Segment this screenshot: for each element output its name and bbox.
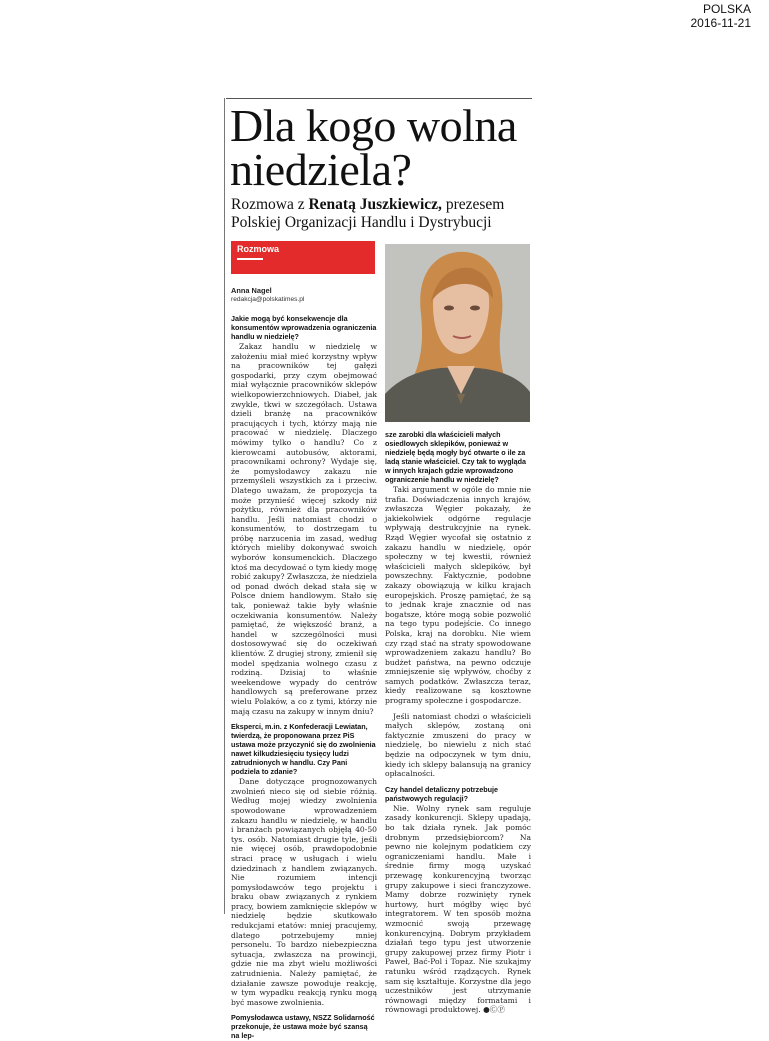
question-3-start: Pomysłodawca ustawy, NSZZ Solidarność przekonuje, że ustawa może być szansą na lep- xyxy=(231,1013,375,1041)
headline-line-2: niedziela? xyxy=(230,144,412,195)
answer-3a: Taki argument w ogóle do mnie nie trafia. Doświadczenia innych krajów, zwłaszcza Węgier pokazały, że jakiekolwiek odgórne regulacje wpływają destrukcyjnie na rynek. Rząd Węgier wycofał się ostatnio z zakazu handlu w niedzielę, opór społeczny w tej kwestii, również właścicieli małych sklepików, był powszechny. Faktycznie, podobne zakazy obowiązują w kilku krajach europejskich. Proszę pamiętać, że są to jednak kraje znacznie od nas bogatsze, które mogą sobie pozwolić na tego typu podejście. Co innego Polska, kraj na dorobku. Nie wiem czy rząd stać na straty spowodowane wprowadzeniem zakazu handlu? Bo budżet państwa, na pewno odczuje zmniejszenie się wpływów, choćby z samych podatków. Zwłaszcza teraz, kiedy realizowane są kosztowne programy społeczne i gospodarcze. xyxy=(385,485,531,706)
question-2: Eksperci, m.in. z Konfederacji Lewiatan, twierdzą, że proponowana przez PiS ustawa może przyczynić się do zwolnienia nawet kilkudziesięciu tysięcy ludzi zatrudnionych w handlu. Czy Pani podziela to zdanie? xyxy=(231,722,376,777)
article-headline xyxy=(230,100,530,195)
subhead-prefix: Rozmowa z xyxy=(231,196,309,213)
answer-4 xyxy=(385,804,531,1015)
article-column-2 xyxy=(385,430,531,1021)
portrait-photo xyxy=(385,244,530,422)
answer-3b: Jeśli natomiast chodzi o właścicieli małych sklepów, zostaną oni faktycznie zmuszeni do pracy w niedzielę, bo niewielu z nich stać będzie na odpoczynek w tym dniu, kiedy ich sklepy balansują na granicy opłacalności. xyxy=(385,711,531,779)
left-rule xyxy=(224,98,225,914)
answer-1: Zakaz handlu w niedzielę w założeniu miał mieć korzystny wpływ na pracowników tej gałęzi gospodarki, przy czym obejmować miał wyłącznie pracowników sklepów wielkopowierzchniowych. Diabeł, jak zwykle, tkwi w szczegółach. Ustawa dzieli branżę na pracowników pracujących i tych, którzy mają nie pracować w niedzielę. Dlaczego mówimy tylko o handlu? Co z kierowcami autobusów, aktorami, pracownikami ochrony? Wydaje się, że pomysłodawcy zakazu nie przemyśleli wszystkich za i przeciw. Dlatego uważam, że propozycja ta może przynieść więcej szkody niż pożytku, również dla pracowników handlu. Jeśli natomiast chodzi o konsumentów, to dostrzegam tu próbę narzucenia im zasad, według których mieliby dokonywać swoich wyborów konsumenckich. Dlaczego ktoś ma decydować o tym kiedy mogę robić zakupy? Zwłaszcza, że niedziela od ponad dwóch dekad stała się w Polsce dniem handlowym. Stało się tak, ponieważ takie były właśnie oczekiwania konsumentów. Należy pamiętać, że większość branż, a handel w szczególności musi dostosowywać się do oczekiwań klientów. Z drugiej strony, zmienił się model spędzania wolnego czasu z rodziną. Dzisiaj to właśnie weekendowe wypady do centrów handlowych są preferowane przez wielu Polaków, a co z tymi, którzy nie mają czasu na zakupy w innym dniu? xyxy=(231,342,377,716)
subhead-suffix: prezesem Polskiej Organizacji Handlu i Dystrybucji xyxy=(231,196,505,231)
subhead-name: Renatą Juszkiewicz, xyxy=(308,196,442,213)
top-rule xyxy=(226,98,532,99)
article-column-1 xyxy=(231,286,377,1041)
section-underline xyxy=(237,258,263,260)
answer-4-text: Nie. Wolny rynek sam reguluje zasady konkurencji. Sklepy upadają, bo tak działa rynek. Jak pomóc drobnym przedsiębiorcom? Na pewno nie kolejnym podatkiem czy ograniczeniami handlu. Małe i średnie firmy mogą uzyskać przewagę konkurencyjną tworząc grupy zakupowe i sieci franczyzowe. Mamy dobrze rozwinięty rynek hurtowy, hurt mógłby więc być integratorem. W ten sposób można wzmocnić swoją przewagę konkurencyjną. Dobrym przykładem działań tego typu jest utworzenie grupy zakupowej przez firmy Piotr i Paweł, Bać-Pol i Topaz. Nie szukajmy ratunku wśród rządzących. Rynek sam się kształtuje. Korzystne dla jego uczestników jest utrzymanie równowagi między formatami i równowagi produktowej. xyxy=(385,803,531,1015)
headline-line-1: Dla kogo wolna xyxy=(230,100,517,151)
author-email: redakcja@polskatimes.pl xyxy=(231,296,305,303)
source-stamp xyxy=(691,2,752,30)
question-1: Jakie mogą być konsekwencje dla konsumentów wprowadzenia ograniczenia handlu w niedzielę? xyxy=(231,314,377,341)
publication-name: POLSKA xyxy=(702,2,751,16)
section-banner xyxy=(231,241,375,274)
answer-2: Dane dotyczące prognozowanych zwolnień nieco się od siebie różnią. Według mojej wiedzy zwolnienia spowodowane wprowadzeniem zakazu handlu w niedzielę, w handlu i branżach powiązanych objęłą 40-50 tys. osób. Natomiast drugie tyle, jeśli nie więcej osób, prawdopodobnie straci pracę w usługach i wielu dziedzinach z handlem związanych. Nie rozumiem intencji pomysłodawców tego projektu i braku obaw związanych z rynkiem pracy, bowiem zamknięcie sklepów w niedzielę będzie skutkowało redukcjami etatów: mniej pracujemy, dlatego potrzebujemy mniej personelu. To bardzo niebezpieczna sytuacja, zwłaszcza na prowincji, gdzie nie ma zbyt wielu możliwości zatrudnienia. Należy pamiętać, że działanie zawsze powoduje reakcję, w tym wypadku reakcją rynku mogą być masowe zwolnienia. xyxy=(231,777,377,1007)
section-label: Rozmowa xyxy=(237,244,280,254)
end-mark: ●ⒸⓅ xyxy=(483,1005,505,1015)
question-4: Czy handel detaliczny potrzebuje państwowych regulacji? xyxy=(385,784,499,803)
question-3-cont: sze zarobki dla właścicieli małych osiedlowych sklepików, ponieważ w niedzielę będą mogły być otwarte o ile za ladą stanie właściciel. Czy tak to wygląda w innych krajach gdzie wprowadzono ograniczenie handlu w niedzielę? xyxy=(385,430,527,484)
article-subhead xyxy=(231,196,531,232)
portrait-photo-icon xyxy=(385,244,530,422)
publication-date: 2016-11-21 xyxy=(690,16,751,30)
author-name: Anna Nagel xyxy=(231,286,272,295)
